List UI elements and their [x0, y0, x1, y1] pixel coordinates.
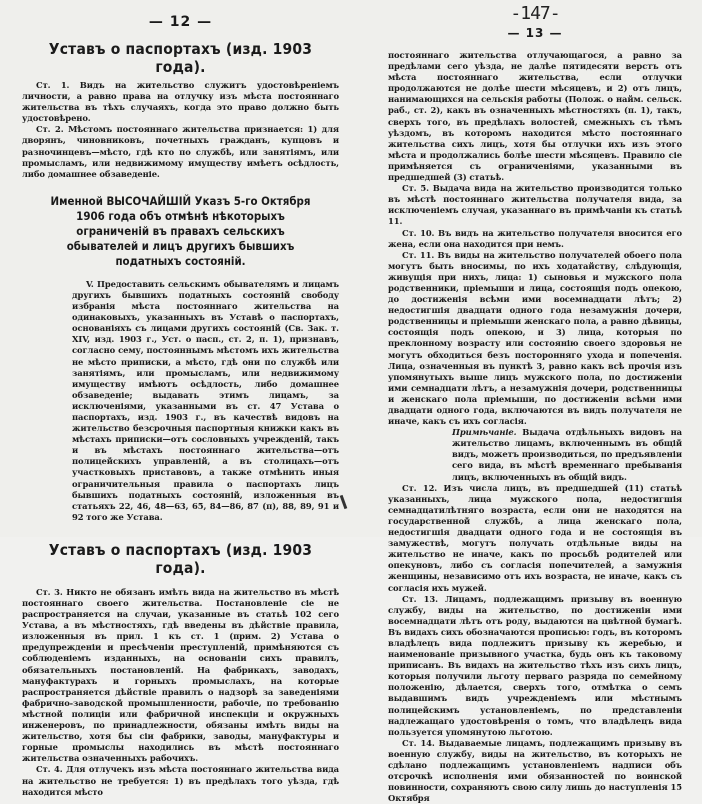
decree-title: Именной ВЫСОЧАЙШІЙ Указъ 5-го Октября 1906 года объ отмѣнѣ нѣкоторыхъ ограниченій въ правахъ сельскихъ обывателей и лицъ другихъ бывшихъ податныхъ состояній.	[50, 193, 311, 268]
handwritten-page-number: -147-	[510, 3, 560, 24]
article-3: Ст. 3. Никто не обязанъ имѣть вида на жительство въ мѣстѣ постояннаго своего жительства. Постановленіе сіе не распространяется на случаи, указанные въ статьѣ 102 сего Устава, а въ мѣстностяхъ, гдѣ введены въ дѣйствіе правила, изложенныя въ прил. 1 къ ст. 1 (прим. 2) Устава о предупрежденіи и пресѣченіи преступленій, примѣняются съ соблюденіемъ изданныхъ, на основаніи сихъ правилъ, обязательныхъ постановленій. На фабрикахъ, заводахъ, мануфактурахъ и горныхъ промыслахъ, на которые распространяется дѣйствіе правилъ о надзорѣ за заведеніями фабрично-заводской промышленности, рабочіе, по требованію мѣстной полиціи или фабричной инспекціи и окружныхъ инженеровъ, по принадлежности, обязаны имѣть виды на жительство, хотя бы сіи фабрики, заводы, мануфактуры и горные промыслы находились въ мѣстѣ постояннаго жительства означенныхъ рабочихъ.	[22, 586, 339, 764]
page-number-left: — 12 —	[148, 14, 213, 30]
article-4-continued: постояннаго жительства отлучающагося, а равно за предѣлами сего уѣзда, не далѣе пятидесяти верстъ отъ мѣста постояннаго жительства, если отлучки продолжаются не долѣе шести мѣсяцевъ, и 2) отъ лицъ, нанимающихся на сельскія работы (Полож. о найм. сельск. раб., ст. 2), какъ въ означенныхъ мѣстностяхъ (п. 1), такъ, сверхъ того, въ предѣлахъ волостей, смежныхъ съ тѣмъ уѣздомъ, въ которомъ находится мѣсто постояннаго жительства сихъ лицъ, хотя бы отлучки ихъ изъ этого мѣста и продолжались болѣе шести мѣсяцевъ. Правило сіе примѣняется съ ограниченіями, указанными въ предшедшей (3) статьѣ.	[388, 50, 682, 183]
decree-paragraph: V. Предоставить сельскимъ обывателямъ и лицамъ другихъ бывшихъ податныхъ состояній свободу избранія мѣста постояннаго жительства на одинаковыхъ, указанныхъ въ Уставѣ о паспортахъ, основаніяхъ съ лицами другихъ состояній (Св. Зак. т. XIV, изд. 1903 г., Уст. о пасп., ст. 2, п. 1), признавъ, согласно сему, постояннымъ мѣстомъ ихъ жительства не мѣсто приписки, а мѣсто, гдѣ они по службѣ или занятіямъ, или промысламъ, или недвижимому имуществу имѣютъ осѣдлость, либо домашнее обзаведеніе; выдавать этимъ лицамъ, за исключеніями, указанными въ ст. 47 Устава о паспортахъ, изд. 1903 г., въ качествѣ видовъ на жительство безсрочныя паспортныя книжки какъ въ мѣстахъ приписки—отъ сословныхъ учрежденій, такъ и въ мѣстахъ постояннаго жительства—отъ полицейскихъ управленій, а въ столицахъ—отъ участковыхъ приставовъ, а также отмѣнить иныя ограничительныя правила о паспортахъ лицъ бывшихъ податныхъ состояній, изложенныя въ статьяхъ 22, 46, 48—63, 65, 84—86, 87 (п), 88, 89, 91 и 92 того же Устава.	[72, 278, 339, 522]
article-4: Ст. 4. Для отлучекъ изъ мѣста постояннаго жительства вида на жительство не требуется: 1) въ предѣлахъ того уѣзда, гдѣ находится мѣсто	[22, 764, 339, 797]
article-2: Ст. 2. Мѣстомъ постояннаго жительства признается: 1) для дворянъ, чиновниковъ, почетныхъ гражданъ, купцовъ и разночинцевъ—мѣсто, гдѣ кто по службѣ, или занятіямъ, или промысламъ, или недвижимому имуществу имѣетъ осѣдлость, либо домашнее обзаведеніе.	[22, 124, 339, 179]
charter-title-2: Уставъ о паспортахъ (изд. 1903 года).	[48, 540, 313, 577]
article-13: Ст. 13. Лицамъ, подлежащимъ призыву въ военную службу, виды на жительство, по достиженіи ими восемнадцати лѣтъ отъ роду, выдаются на цвѣтной бумагѣ. Въ видахъ сихъ обозначаются прописью: годъ, въ которомъ владѣлецъ вида подлежитъ призыву къ жеребью, и наименованіе призывного участка, будь онъ къ таковому приписанъ. Въ видахъ на жительство тѣхъ изъ сихъ лицъ, которыя получили льготу перваго разряда по семейному положенію, дѣлается, сверхъ того, отмѣтка о семъ выдавшимъ видъ учрежденіемъ или мѣстнымъ полицейскимъ установленіемъ, по представленіи надлежащаго удостовѣренія о томъ, что владѣлецъ вида пользуется упомянутою льготою.	[388, 593, 682, 737]
note-text: Выдача отдѣльныхъ видовъ на жительство лицамъ, включеннымъ въ общій видъ, можетъ производиться, по предъявленіи сего вида, въ мѣстѣ временнаго пребыванія лицъ, включенныхъ въ общій видъ.	[452, 427, 682, 482]
page-number-right: — 13 —	[507, 26, 563, 40]
article-11-note	[452, 427, 682, 482]
left-page	[0, 0, 351, 797]
article-5: Ст. 5. Выдача вида на жительство производится только въ мѣстѣ постояннаго жительства получателя вида, за исключеніемъ случая, указаннаго въ примѣчаніи къ статьѣ 11.	[388, 183, 682, 227]
charter-articles-1	[22, 80, 339, 180]
article-11: Ст. 11. Въ виды на жительство получателей обоего пола могутъ быть вносимы, по ихъ ходатайству, слѣдующія, живущія при нихъ, лица: 1) сыновья и мужского пола родственники, пріемыши и лица, состоящія подъ опекою, до достиженія всѣми ими восемнадцати лѣтъ; 2) недостигшія двадцати одного года незамужнія дочери, родственницы и пріемыши женскаго пола, а равно дѣвицы, состоящія подъ опекою, и 3) лица, которыя по преклонному возрасту или состоянію своего здоровья не могутъ обходиться безъ посторонняго ухода и попеченія. Лица, означенныя въ пунктѣ 3, равно какъ всѣ прочія изъ упомянутыхъ выше лицъ мужского пола, по достиженіи ими семнадцати лѣтъ, а незамужнія дочери, родственницы и женскаго пола пріемыши, по достиженіи всѣми ими двадцати одного года, включаются въ видъ получателя не иначе, какъ съ ихъ согласія.	[388, 249, 682, 427]
charter-title-1: Уставъ о паспортахъ (изд. 1903 года).	[48, 40, 313, 76]
article-10: Ст. 10. Въ видъ на жительство получателя вносится его жена, если она находится при немъ.	[388, 227, 682, 249]
article-1: Ст. 1. Видъ на жительство служитъ удостовѣреніемъ личности, а равно права на отлучку изъ мѣста постояннаго жительства въ тѣхъ случаяхъ, когда это право должно быть удостовѣрено.	[22, 80, 339, 124]
charter-articles-continued	[388, 50, 682, 804]
article-14: Ст. 14. Выдаваемые лицамъ, подлежащимъ призыву въ военную службу, виды на жительство, въ которыхъ не сдѣлано подлежащимъ установленіемъ надписи объ отсрочкѣ исполненія ими обязанностей по воинской повинности, сохраняютъ свою силу лишь до наступленія 15 Октября	[388, 737, 682, 804]
note-label: Примѣчаніе.	[452, 427, 517, 438]
article-12: Ст. 12. Изъ числа лицъ, въ предшедшей (11) статьѣ указанныхъ, лица мужского пола, недостигшія семнадцатилѣтняго возраста, если они не находятся на государственной службѣ, а лица женскаго пола, недостигшія двадцати одного года и не состоящія въ замужествѣ, могутъ получать отдѣльные виды на жительство не иначе, какъ по просьбѣ родителей или опекуновъ, либо съ согласія попечителей, а замужнія женщины, независимо отъ ихъ возраста, не иначе, какъ съ согласія ихъ мужей.	[388, 482, 682, 593]
right-page	[351, 0, 702, 804]
charter-articles-2	[22, 587, 339, 798]
